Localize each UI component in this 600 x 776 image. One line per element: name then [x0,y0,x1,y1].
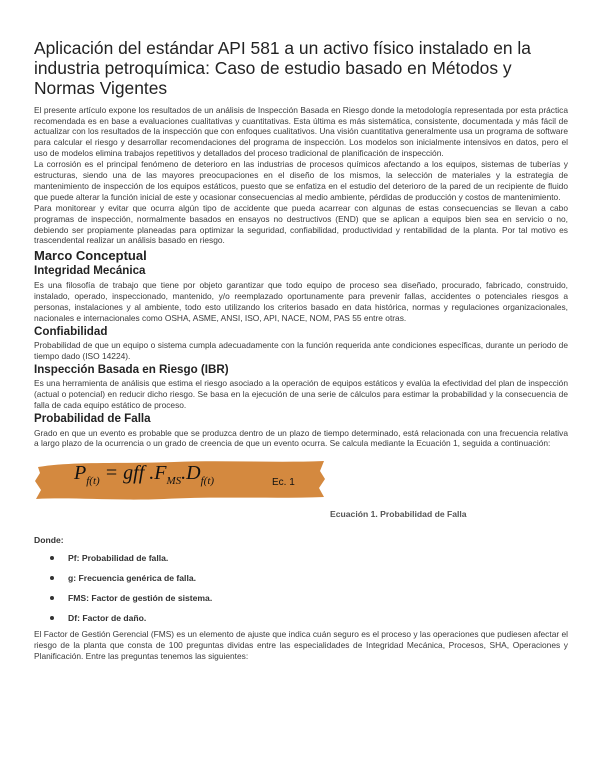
equation-rhs-gff: = gff .F [104,462,167,485]
closing-paragraph: El Factor de Gestión Gerencial (FMS) es un elemento de ajuste que indica cuán seguro es el proceso y las operaciones que pudiesen afectar el riesgo de la planta que consta de 100 preguntas dividas entre las especialidades de Integridad Mecánica, Procesos, SHA, Operaciones y Planificación. Entre las preguntas tenemos las siguientes: [34,629,568,662]
bullet-icon [50,616,54,620]
bullet-icon [50,596,54,600]
variable-df: Df: Factor de daño. [68,613,147,624]
equation-rhs-d: .D [181,462,201,485]
intro-paragraph-3: Para monitorear y evitar que ocurra algún tipo de accidente que pueda acarrear con algunas de estas consecuencias se llevan a cabo programas de inspección, normalmente basados en ensayos no destructivos (END) que se aplican a equipos bien sea en servicio o no, debiendo ser propiamente planeadas para optimizar la seguridad, confiabilidad, productividad y rentabilidad de la planta. Por tal motivo es trascendental realizar un análisis basado en riesgo. [34,202,568,246]
equation-d-sub: f(t) [200,475,215,488]
subsection-heading-ibr: Inspección Basada en Riesgo (IBR) [34,362,229,376]
document-page [34,38,568,662]
variable-list [34,553,568,623]
donde-label: Donde: [34,535,64,546]
subsection-text-confiabilidad: Probabilidad de que un equipo o sistema cumpla adecuadamente con la función requerida ante condiciones específicas, durante un periodo de tiempo dado (ISO 14224). [34,340,568,361]
section-heading: Marco Conceptual [34,248,147,264]
subsection-heading-integridad: Integridad Mecánica [34,264,146,278]
list-item [50,553,568,563]
equation-fms-sub: MS [166,475,182,488]
equation-lhs-sub: f(t) [86,475,100,488]
bullet-icon [50,556,54,560]
equation-formula [74,462,214,487]
equation-caption: Ecuación 1. Probabilidad de Falla [330,509,467,520]
variable-fms: FMS: Factor de gestión de sistema. [68,593,213,604]
equation-number-label: Ec. 1 [272,477,295,489]
list-item [50,593,568,603]
equation-lhs: P [74,462,87,485]
variable-g: g: Frecuencia genérica de falla. [68,573,196,584]
intro-paragraph-2: La corrosión es el principal fenómeno de deterioro en las industrias de procesos químicos afectando a los equipos, sistemas de tuberías y estructuras, siendo una de las mayores preocupaciones en el diseño de los mismos, la selección de materiales y la estrategia de mantenimiento de inspección de los equipos estáticos, puesto que se enfatiza en el estudio del deterioro de la pared de un recipiente de fluido que puede alterar la función inicial de este y ocasionar consecuencias al medio ambiente, pérdidas de producción y costos de mantenimiento. [34,159,568,202]
bullet-icon [50,576,54,580]
list-item [50,573,568,583]
intro-paragraph-1: El presente artículo expone los resultados de un análisis de Inspección Basada en Riesgo donde la metodología representada por esta práctica recomendada es en base a evaluaciones cualitativas y cuantitativas. Esta última es más sistemática, consistente, documentada y más fácil de actualizar con los resultados de la inspección que con enfoques cualitativos. Una visión cuantitativa generalmente usa un programa de software para calcular el riesgo y desarrollar recomendaciones del programa de inspección. Los modelos son inicialmente intensivos en datos, pero el uso de modelos elimina trabajos repetitivos y detallados del proceso tradicional de planificación de inspección. [34,104,568,159]
page-title: Aplicación del estándar API 581 a un activo físico instalado en la industria petroquímica: Caso de estudio basado en Métodos y Normas Vigentes [34,38,531,99]
subsection-heading-probabilidad: Probabilidad de Falla [34,412,151,426]
subsection-heading-confiabilidad: Confiabilidad [34,324,108,338]
variable-pf: Pf: Probabilidad de falla. [68,553,169,564]
subsection-text-probabilidad: Grado en que un evento es probable que se produzca dentro de un plazo de tiempo determinado, está relacionada con una frecuencia relativa a largo plazo de la ocurrencia o un grado de creencia de que un evento ocurra. Se calcula mediante la Ecuación 1, seguida a continuación: [34,427,568,449]
equation-block [34,457,568,503]
list-item [50,613,568,623]
subsection-text-ibr: Es una herramienta de análisis que estima el riesgo asociado a la operación de equipos estáticos y evalúa la efectividad del plan de inspección (actual o potencial) en reducir dicho riesgo. Se basa en la ejecución de una serie de cálculos para estimar la probabilidad y la consecuencia de falla de cada equipo estático de proceso. [34,378,568,411]
subsection-text-integridad: Es una filosofía de trabajo que tiene por objeto garantizar que todo equipo de proceso sea diseñado, procurado, fabricado, construido, instalado, operado, inspeccionado, mantenido, y/o reemplazado oportunamente para prevenir fallas, accidentes o potenciales riesgos a personas, instalaciones y al ambiente, todo esto utilizando los criterios basado en data histórica, normas y regulaciones organizacionales, nacionales e internacionales como OSHA, ASME, ANSI, ISO, API, NACE, NOM, PAS 55 entre otras. [34,279,568,323]
